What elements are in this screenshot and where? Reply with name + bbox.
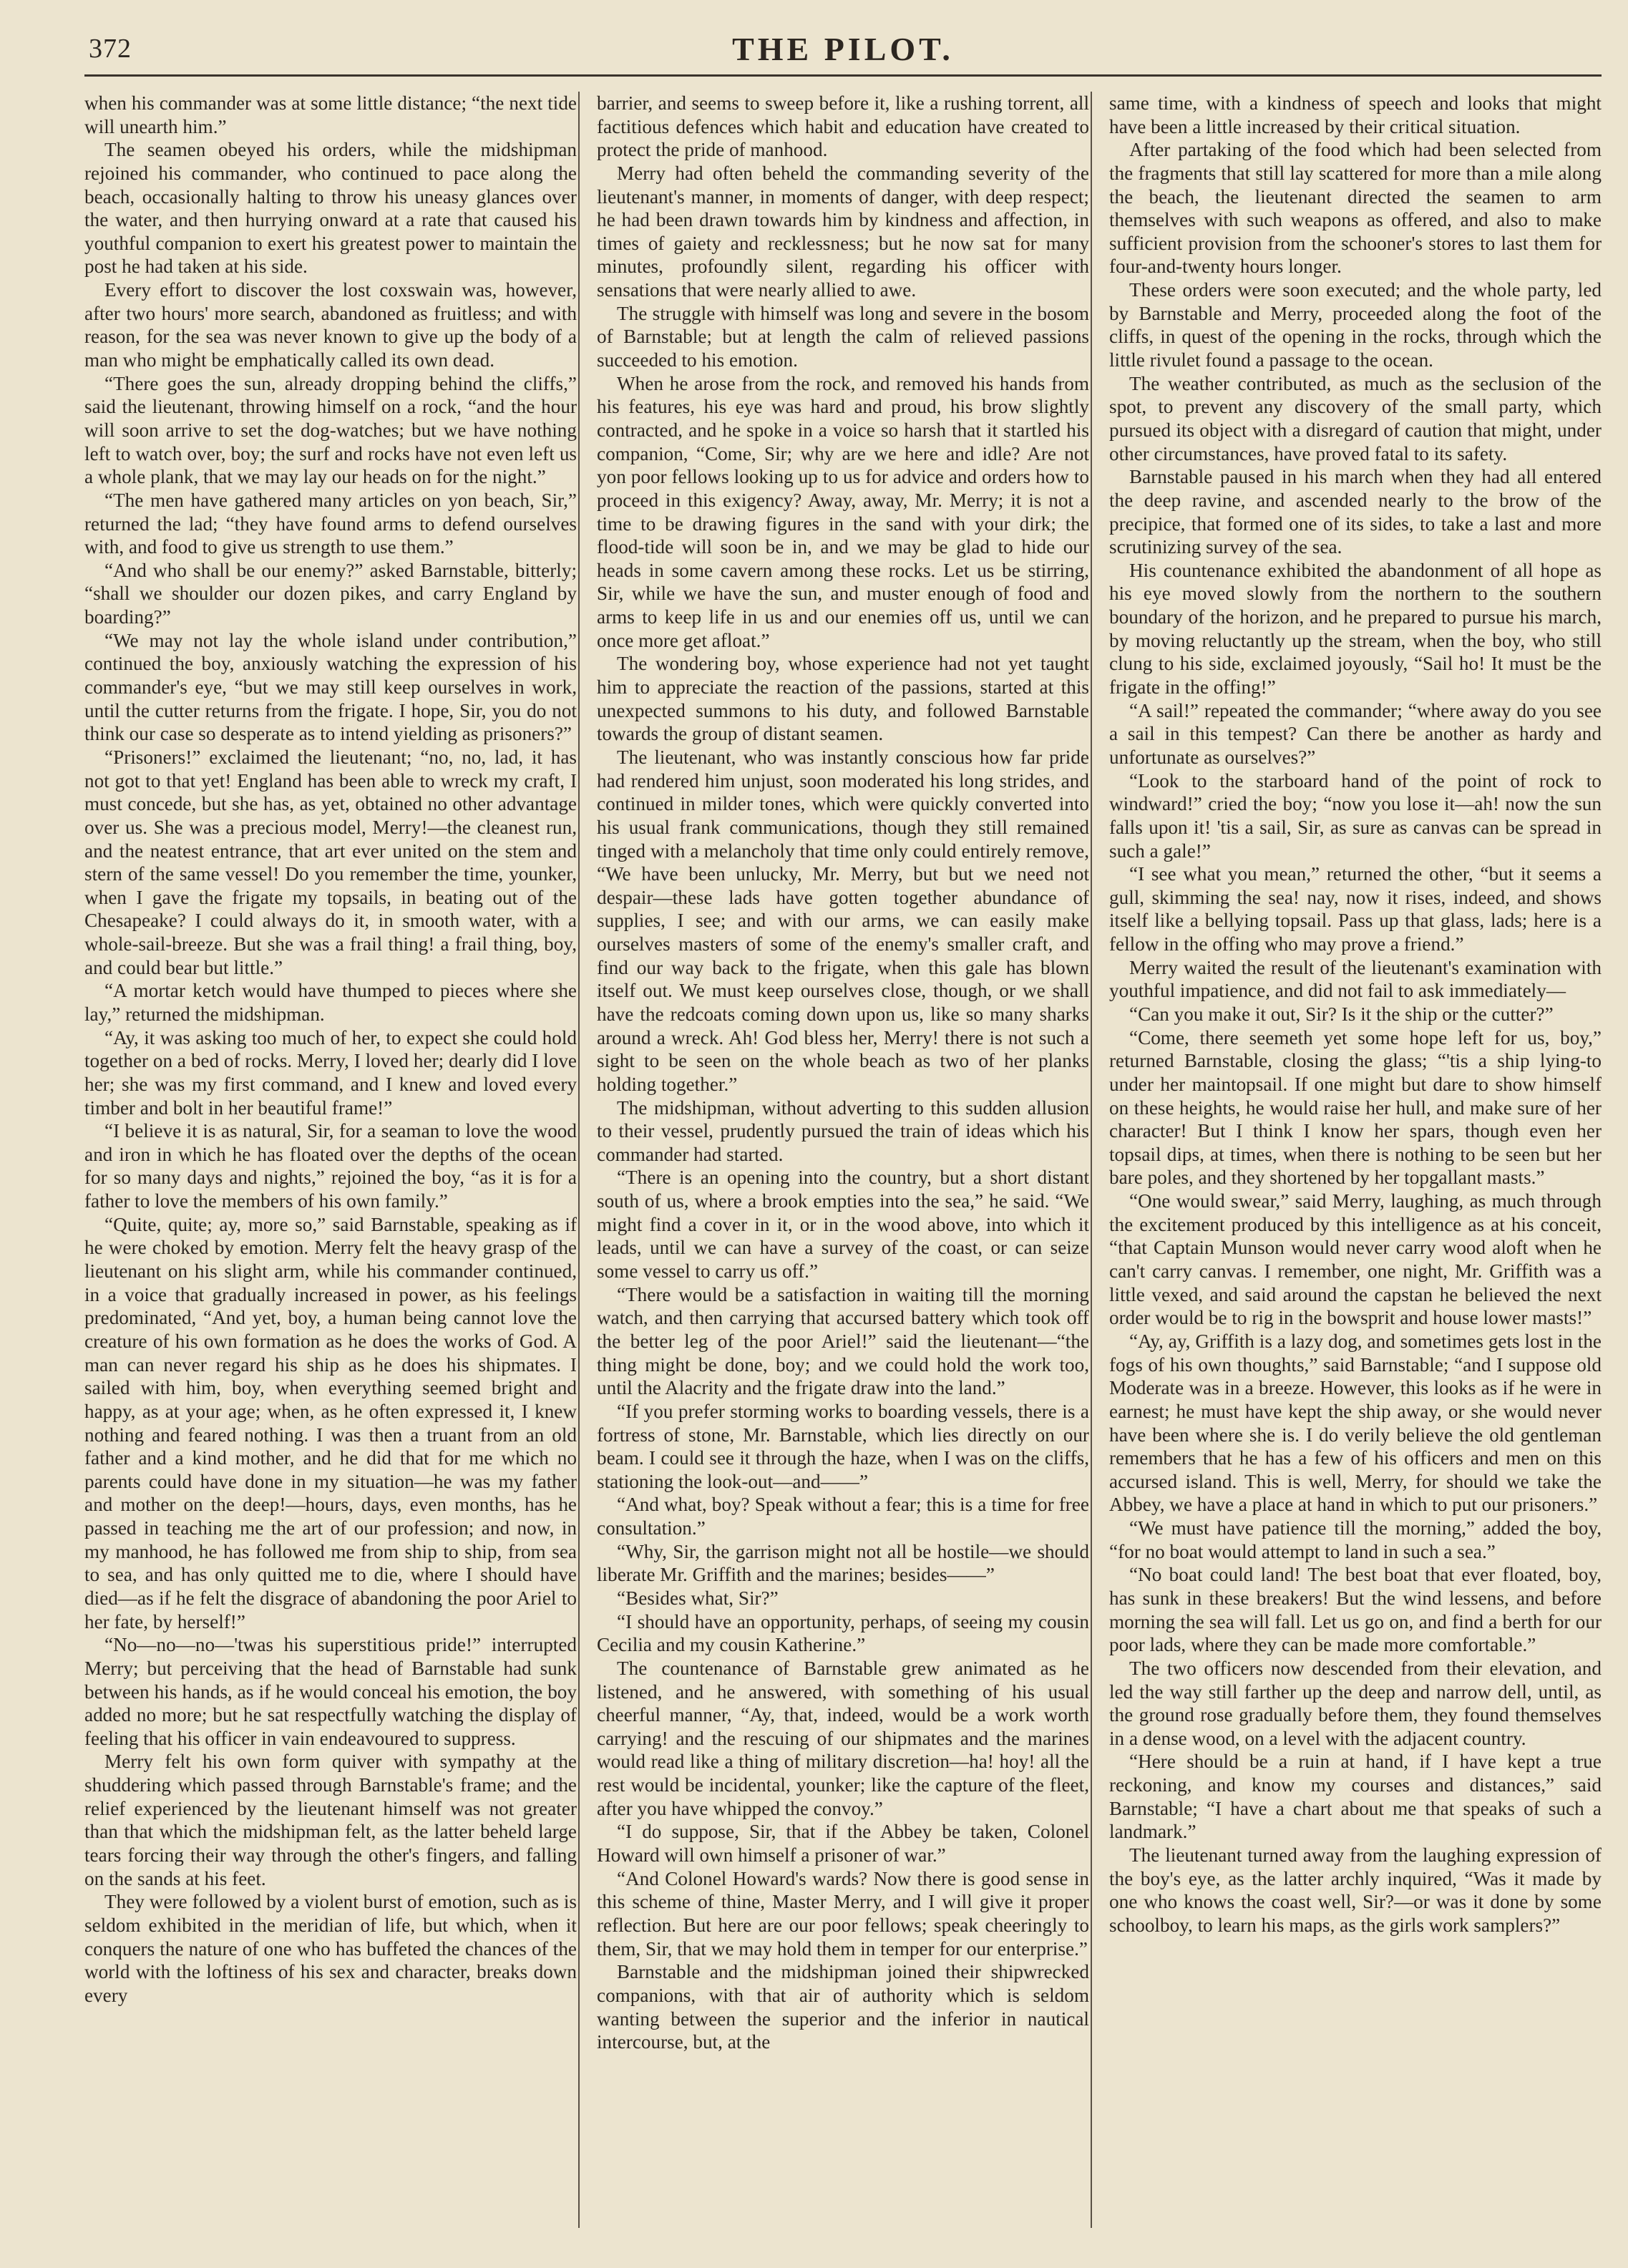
paragraph: “I should have an opportunity, perhaps, of seeing my cousin Cecilia and my cousin Katherine.” <box>597 1610 1089 1656</box>
paragraph: Merry felt his own form quiver with sympathy at the shuddering which passed through Barnstable's frame; and the relief experienced by the lieutenant himself was not greater than that which the midshipman felt, as the latter beheld large tears forcing their way through the other's fingers, and falling on the sands at his feet. <box>84 1751 577 1889</box>
paragraph: “I do suppose, Sir, that if the Abbey be taken, Colonel Howard will own himself a prisoner of war.” <box>597 1821 1089 1867</box>
paragraph: The lieutenant turned away from the laughing expression of the boy's eye, as the latter archly inquired, “Was it made by one who knows the coast well, Sir?—or was it done by some schoolboy, to learn his maps, as the girls work samplers?” <box>1109 1844 1602 1936</box>
paragraph: Merry had often beheld the commanding severity of the lieutenant's manner, in moments of danger, with deep respect; he had been drawn towards him by kindness and affection, in times of gaiety and recklessness; but he now sat for many minutes, profoundly silent, regarding his officer with sensations that were nearly allied to awe. <box>597 162 1089 301</box>
paragraph: “The men have gathered many articles on yon beach, Sir,” returned the lad; “they have found arms to defend ourselves with, and food to give us strength to use them.” <box>84 489 577 558</box>
paragraph: The countenance of Barnstable grew animated as he listened, and he answered, with something of his usual cheerful manner, “Ay, that, indeed, would be a work worth carrying! and the rescuing of our shipmates and the marines would read like a thing of military discretion—ha! hoy! all the rest would be incidental, younker; like the capture of the fleet, after you have whipped the convoy.” <box>597 1657 1089 1819</box>
paragraph: “Ay, it was asking too much of her, to expect she could hold together on a bed of rocks. Merry, I loved her; dearly did I love her; she was my first command, and I knew and loved every timber and bolt in her beautiful frame!” <box>84 1026 577 1119</box>
paragraph: “Besides what, Sir?” <box>617 1587 779 1609</box>
paragraph: These orders were soon executed; and the whole party, led by Barnstable and Merry, proceeded along the foot of the cliffs, in quest of the opening in the rocks, through which the little rivulet found a passage to the ocean. <box>1109 279 1602 371</box>
paragraph: “One would swear,” said Merry, laughing, as much through the excitement produced by this intelligence as at his conceit, “that Captain Munson would never carry wood aloft when he can't carry canvas. I remember, one night, Mr. Griffith was a little vexed, and said around the capstan he believed the next order would be to rig in the bowsprit and house lower masts!” <box>1109 1190 1602 1329</box>
paragraph: Merry waited the result of the lieutenant's examination with youthful impatience, and did not fail to ask immediately— <box>1109 956 1602 1002</box>
paragraph: When he arose from the rock, and removed his hands from his features, his eye was hard and proud, his brow slightly contracted, and he spoke in a voice so harsh that it startled his companion, “Come, Sir; why are we here and idle? Are not yon poor fellows looking up to us for advice and orders how to proceed in this exigency? Away, away, Mr. Merry; it is not a time to be drawing figures in the sand with your dirk; the flood-tide will soon be in, and we may be glad to hide our heads in some cavern among these rocks. Let us be stirring, Sir, while we have the sun, and muster enough of food and arms to keep life in us and our enemies off us, until we can once more get afloat.” <box>597 372 1089 651</box>
paragraph: Barnstable and the midshipman joined their shipwrecked companions, with that air of authority which is seldom wanting between the superior and the inferior in nautical intercourse, but, at the <box>597 1961 1089 2053</box>
paragraph: “No boat could land! The best boat that ever floated, boy, has sunk in these breakers! But the wind lessens, and before morning the sea will fall. Let us go on, and find a berth for our poor lads, where they can be made more comfortable.” <box>1109 1564 1602 1656</box>
paragraph: After partaking of the food which had been selected from the fragments that still lay scattered for more than a mile along the beach, the lieutenant directed the seamen to arm themselves with such weapons as offered, and also to make sufficient provision from the schooner's stores to last them for four-and-twenty hours longer. <box>1109 139 1602 278</box>
paragraph: “Ay, ay, Griffith is a lazy dog, and sometimes gets lost in the fogs of his own thoughts,” said Barnstable; “and I suppose old Moderate was in a breeze. However, this looks as if he were in earnest; he must have kept the ship away, or she would never have been where she is. I do verily believe the old gentleman remembers that he has a few of his officers and men on this accursed island. This is well, Merry, for should we take the Abbey, we have a place at hand in which to put our prisoners.” <box>1109 1330 1602 1516</box>
paragraph: “No—no—no—'twas his superstitious pride!” interrupted Merry; but perceiving that the head of Barnstable had sunk between his hands, as if he would conceal his emotion, the boy added no more; but he sat respectfully watching the display of feeling that his officer in vain endeavoured to suppress. <box>84 1634 577 1749</box>
paragraph: His countenance exhibited the abandonment of all hope as his eye moved slowly from the northern to the southern boundary of the horizon, and he prepared to pursue his march, by moving reluctantly up the stream, when the boy, who still clung to his side, exclaimed joyously, “Sail ho! It must be the frigate in the offing!” <box>1109 559 1602 699</box>
column-left <box>84 92 577 2239</box>
paragraph: “Look to the starboard hand of the point of rock to windward!” cried the boy; “now you lose it—ah! now the sun falls upon it! 'tis a sail, Sir, as sure as canvas can be spread in such a gale!” <box>1109 769 1602 862</box>
paragraph: The midshipman, without adverting to this sudden allusion to their vessel, prudently pursued the train of ideas which his commander had started. <box>597 1096 1089 1165</box>
paragraph: “Quite, quite; ay, more so,” said Barnstable, speaking as if he were choked by emotion. Merry felt the heavy grasp of the lieutenant on his slight arm, while his commander continued, in a voice that gradually increased in power, as his feelings predominated, “And yet, boy, a human being cannot love the creature of his own formation as he does the works of God. A man can never regard his ship as he does his shipmates. I sailed with him, boy, when everything seemed bright and happy, as at your age; when, as he often expressed it, I knew nothing and feared nothing. I was then a truant from an old father and a kind mother, and he did that for me which no parents could have done in my situation—he was my father and mother on the deep!—hours, days, even months, has he passed in teaching me the art of our profession; and now, in my manhood, he has followed me from ship to ship, from sea to sea, and has only quitted me to die, where I should have died—as if he felt the disgrace of abandoning the poor Ariel to her fate, by herself!” <box>84 1213 577 1632</box>
paragraph: “There goes the sun, already dropping behind the cliffs,” said the lieutenant, throwing himself on a rock, “and the hour will soon arrive to set the dog-watches; but we have nothing left to watch over, boy; the surf and rocks have not even left us a whole plank, that we may lay our heads on for the night.” <box>84 372 577 488</box>
column-middle <box>597 92 1089 2239</box>
paragraph: “We may not lay the whole island under contribution,” continued the boy, anxiously watching the expression of his commander's eye, “but we may still keep ourselves in work, until the cutter returns from the frigate. I hope, Sir, you do not think our case so desperate as to intend yielding as prisoners?” <box>84 629 577 745</box>
paragraph: “I see what you mean,” returned the other, “but it seems a gull, skimming the sea! nay, now it rises, indeed, and shows itself like a bellying topsail. Pass up that glass, lads; here is a fellow in the offing who may prove a friend.” <box>1109 863 1602 955</box>
paragraph: “Why, Sir, the garrison might not all be hostile—we should liberate Mr. Griffith and the marines; besides——” <box>597 1540 1089 1586</box>
paragraph: Barnstable paused in his march when they had all entered the deep ravine, and ascended nearly to the brow of the precipice, that formed one of its sides, to take a last and more scrutinizing survey of the sea. <box>1109 466 1602 558</box>
paragraph: The weather contributed, as much as the seclusion of the spot, to prevent any discovery of the small party, which pursued its object with a disregard of caution that might, under other circumstances, have proved fatal to its safety. <box>1109 372 1602 464</box>
text-columns <box>84 92 1602 2239</box>
column-right <box>1109 92 1602 2239</box>
paragraph: Every effort to discover the lost coxswain was, however, after two hours' more search, abandoned as fruitless; and with reason, for the sea was never known to give up the body of a man who might be emphatically called its own dead. <box>84 279 577 371</box>
paragraph: The wondering boy, whose experience had not yet taught him to appreciate the reaction of the passions, started at this unexpected summons to his duty, and followed Barnstable towards the group of distant seamen. <box>597 653 1089 745</box>
paragraph: “We must have patience till the morning,” added the boy, “for no boat would attempt to land in such a sea.” <box>1109 1517 1602 1562</box>
paragraph: “If you prefer storming works to boarding vessels, there is a fortress of stone, Mr. Barnstable, which lies directly on our beam. I could see it through the haze, when I was on the cliffs, stationing the look-out—and——” <box>597 1400 1089 1492</box>
paragraph: “Here should be a ruin at hand, if I have kept a true reckoning, and know my courses and distances,” said Barnstable; “I have a chart about me that speaks of such a landmark.” <box>1109 1751 1602 1843</box>
paragraph: “Prisoners!” exclaimed the lieutenant; “no, no, lad, it has not got to that yet! England has been able to wreck my craft, I must concede, but she has, as yet, obtained no other advantage over us. She was a precious model, Merry!—the cleanest run, and the neatest entrance, that art ever united on the stem and stern of the same vessel! Do you remember the time, younker, when I gave the frigate my topsails, in beating out of the Chesapeake? I could always do it, in smooth water, with a whole-sail-breeze. But she was a frail thing! a frail thing, boy, and could bear but little.” <box>84 746 577 978</box>
paragraph: “And who shall be our enemy?” asked Barnstable, bitterly; “shall we shoulder our dozen pikes, and carry England by boarding?” <box>84 559 577 628</box>
paragraph: same time, with a kindness of speech and looks that might have been a little increased by their critical situation. <box>1109 92 1602 137</box>
paragraph: They were followed by a violent burst of emotion, such as is seldom exhibited in the meridian of life, but which, when it conquers the nature of one who has buffeted the chances of the world with the loftiness of his sex and character, breaks down every <box>84 1891 577 2006</box>
page-number: 372 <box>89 34 132 64</box>
paragraph: “Come, there seemeth yet some hope left for us, boy,” returned Barnstable, closing the glass; “'tis a ship lying-to under her maintopsail. If one might but dare to show himself on these heights, he would raise her hull, and make sure of her character! But I think I know her spars, though even her topsail dips, at times, when there is nothing to be seen but her bare poles, and they shortened by her topgallant masts.” <box>1109 1026 1602 1189</box>
paragraph: “And what, boy? Speak without a fear; this is a time for free consultation.” <box>597 1494 1089 1539</box>
paragraph: “A mortar ketch would have thumped to pieces where she lay,” returned the midshipman. <box>84 980 577 1025</box>
paragraph: The two officers now descended from their elevation, and led the way still farther up the deep and narrow dell, until, as the ground rose gradually before them, they found themselves in a dense wood, on a level with the adjacent country. <box>1109 1657 1602 1749</box>
paragraph: “I believe it is as natural, Sir, for a seaman to love the wood and iron in which he has floated over the depths of the ocean for so many days and nights,” rejoined the boy, “as it is for a father to love the members of his own family.” <box>84 1120 577 1212</box>
paragraph: The struggle with himself was long and severe in the bosom of Barnstable; but at length the calm of relieved passions succeeded to his emotion. <box>597 302 1089 371</box>
paragraph: “There is an opening into the country, but a short distant south of us, where a brook empties into the sea,” he said. “We might find a cover in it, or in the wood above, into which it leads, until we can have a survey of the coast, or can seize some vessel to carry us off.” <box>597 1167 1089 1283</box>
paragraph: “And Colonel Howard's wards? Now there is good sense in this scheme of thine, Master Merry, and I will give it proper reflection. But here are our poor fellows; speak cheeringly to them, Sir, that we may hold them in temper for our enterprise.” <box>597 1867 1089 1960</box>
paragraph: “A sail!” repeated the commander; “where away do you see a sail in this tempest? Can there be another as hardy and unfortunate as ourselves?” <box>1109 699 1602 768</box>
paragraph: “There would be a satisfaction in waiting till the morning watch, and then carrying that accursed battery which took off the better leg of the poor Ariel!” said the lieutenant—“the thing might be done, boy; and we could hold the work too, until the Alacrity and the frigate draw into the land.” <box>597 1283 1089 1399</box>
paragraph: barrier, and seems to sweep before it, like a rushing torrent, all factitious defences which habit and education have created to protect the pride of manhood. <box>597 92 1089 161</box>
running-title: THE PILOT. <box>732 31 954 67</box>
paragraph: The seamen obeyed his orders, while the midshipman rejoined his commander, who continued to pace along the beach, occasionally halting to throw his uneasy glances over the water, and then hurrying onward at a rate that caused his youthful companion to exert his greatest power to maintain the post he had taken at his side. <box>84 139 577 278</box>
paragraph: “Can you make it out, Sir? Is it the ship or the cutter?” <box>1129 1003 1554 1025</box>
paragraph: The lieutenant, who was instantly conscious how far pride had rendered him unjust, soon moderated his long strides, and continued in milder tones, which were quickly converted into his usual frank communications, though they still remained tinged with a melancholy that time only could entirely remove, “We have been unlucky, Mr. Merry, but but we need not despair—these lads have gotten together abundance of supplies, I see; and with our arms, we can easily make ourselves masters of some of the enemy's smaller craft, and find our way back to the frigate, when this gale has blown itself out. We must keep ourselves close, though, or we shall have the redcoats coming down upon us, like so many sharks around a wreck. Ah! God bless her, Merry! there is not such a sight to be seen on the whole beach as two of her planks holding together.” <box>597 746 1089 1095</box>
paragraph: when his commander was at some little distance; “the next tide will unearth him.” <box>84 92 577 137</box>
page-header <box>84 29 1602 77</box>
